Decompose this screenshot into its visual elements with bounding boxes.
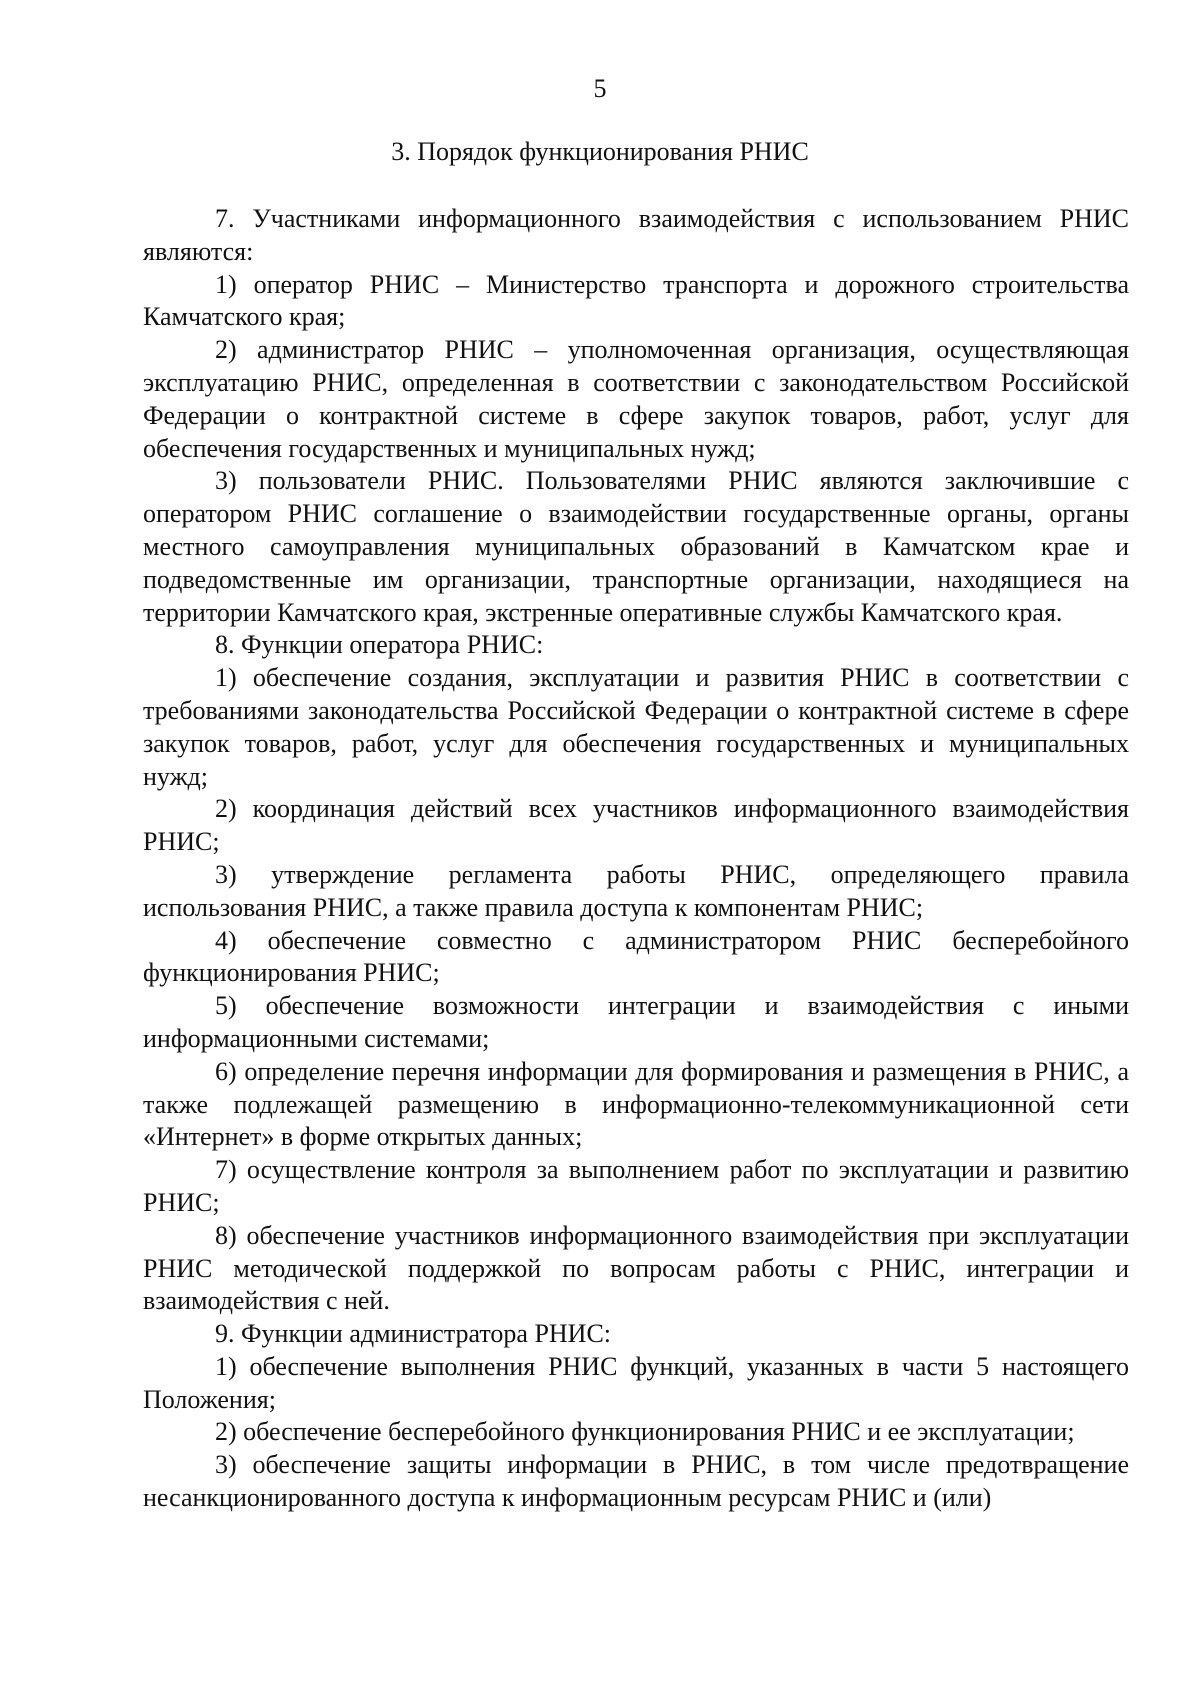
paragraph-operator-function-6: 6) определение перечня информации для формирования и размещения в РНИС, а также подлежащей размещению в информационно-телекоммуникационной сети «Интернет» в форме открытых данных; <box>143 1056 1129 1152</box>
paragraph-operator-function-3: 3) утверждение регламента работы РНИС, определяющего правила использования РНИС, а также правила доступа к компонентам РНИС; <box>143 859 1129 922</box>
paragraph-operator-function-2: 2) координация действий всех участников информационного взаимодействия РНИС; <box>143 794 1129 857</box>
paragraph-administrator-function-3: 3) обеспечение защиты информации в РНИС, в том числе предотвращение несанкционированного доступа к информационным ресурсам РНИС и (или) <box>143 1450 1129 1513</box>
paragraph-participants-intro: 7. Участниками информационного взаимодействия с использованием РНИС являются: <box>143 204 1129 266</box>
paragraph-administrator-functions-heading: 9. Функции администратора РНИС: <box>215 1319 612 1349</box>
section-title: 3. Порядок функционирования РНИС <box>391 137 809 166</box>
paragraph-operator-function-8: 8) обеспечение участников информационного взаимодействия при эксплуатации РНИС методической поддержкой по вопросам работы с РНИС, интеграции и взаимодействия с ней. <box>143 1220 1129 1316</box>
page-number: 5 <box>593 74 607 103</box>
paragraph-users: 3) пользователи РНИС. Пользователями РНИС являются заключившие с оператором РНИС соглашение о взаимодействии государственные органы, органы местного самоуправления муниципальных образований в Камчатском крае и подведомственные им организации, транспортные организации, находящиеся на территории Камчатского края, экстренные оперативные службы Камчатского края. <box>143 466 1129 627</box>
document-body <box>143 203 1129 1515</box>
paragraph-operator-function-4: 4) обеспечение совместно с администратором РНИС бесперебойного функционирования РНИС; <box>143 925 1129 988</box>
paragraph-operator: 1) оператор РНИС – Министерство транспорта и дорожного строительства Камчатского края; <box>143 269 1129 332</box>
paragraph-administrator-function-1: 1) обеспечение выполнения РНИС функций, указанных в части 5 настоящего Положения; <box>143 1351 1129 1414</box>
paragraph-operator-function-7: 7) осуществление контроля за выполнением работ по эксплуатации и развитию РНИС; <box>143 1155 1129 1217</box>
paragraph-administrator-function-2: 2) обеспечение бесперебойного функционирования РНИС и ее эксплуатации; <box>215 1417 1075 1447</box>
paragraph-administrator: 2) администратор РНИС – уполномоченная организация, осуществляющая эксплуатацию РНИС, определенная в соответствии с законодательством Российской Федерации о контрактной системе в сфере закупок товаров, работ, услуг для обеспечения государственных и муниципальных нужд; <box>143 335 1129 463</box>
paragraph-operator-functions-heading: 8. Функции оператора РНИС: <box>215 630 544 660</box>
paragraph-operator-function-1: 1) обеспечение создания, эксплуатации и развития РНИС в соответствии с требованиями законодательства Российской Федерации о контрактной системе в сфере закупок товаров, работ, услуг для обеспечения государственных и муниципальных нужд; <box>143 663 1129 791</box>
paragraph-operator-function-5: 5) обеспечение возможности интеграции и взаимодействия с иными информационными системами; <box>143 991 1129 1053</box>
